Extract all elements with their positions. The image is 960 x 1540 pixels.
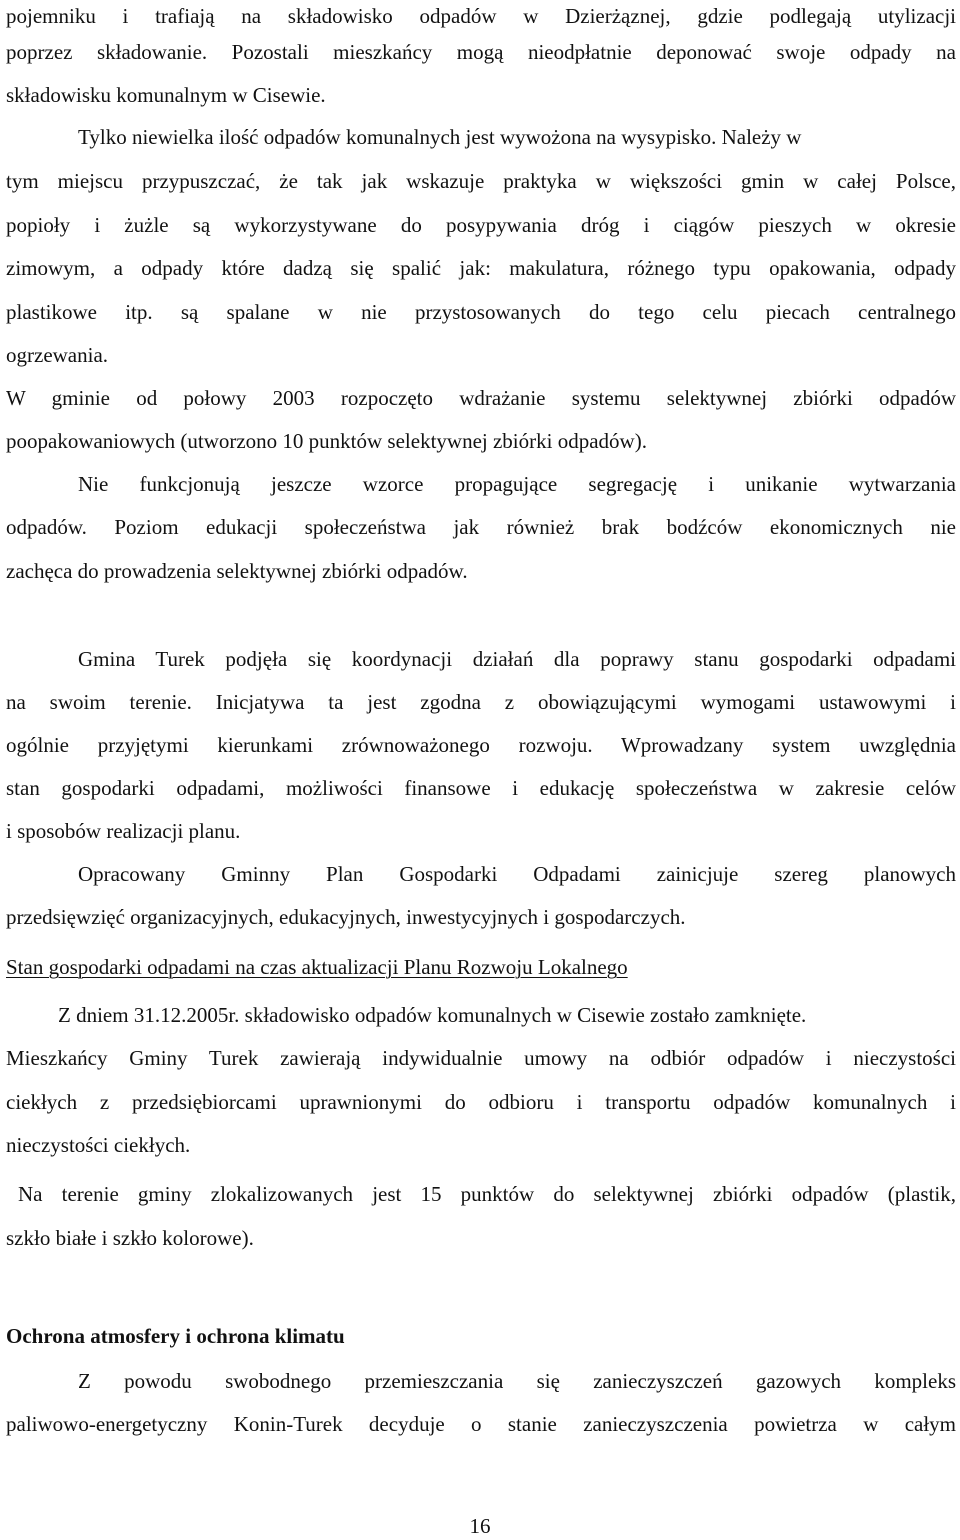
- section-heading: Stan gospodarki odpadami na czas aktualizacji Planu Rozwoju Lokalnego: [6, 955, 628, 979]
- paragraph-line: popioły i żużle są wykorzystywane do posypywania dróg i ciągów pieszych w okresie: [6, 213, 956, 237]
- paragraph-line: Tylko niewielka ilość odpadów komunalnych jest wywożona na wysypisko. Należy w: [78, 125, 802, 149]
- paragraph-line: przedsięwzięć organizacyjnych, edukacyjnych, inwestycyjnych i gospodarczych.: [6, 905, 686, 929]
- paragraph-line: nieczystości ciekłych.: [6, 1133, 191, 1157]
- paragraph-line: zimowym, a odpady które dadzą się spalić jak: makulatura, różnego typu opakowania, odpady: [6, 256, 956, 280]
- paragraph-line: ciekłych z przedsiębiorcami uprawnionymi do odbioru i transportu odpadów komunalnych i: [6, 1090, 956, 1114]
- paragraph-line: poprzez składowanie. Pozostali mieszkańcy mogą nieodpłatnie deponować swoje odpady na: [6, 40, 956, 64]
- paragraph-line: pojemniku i trafiają na składowisko odpadów w Dzierżąznej, gdzie podlegają utylizacji: [6, 4, 956, 28]
- paragraph-line: Z dniem 31.12.2005r. składowisko odpadów komunalnych w Cisewie zostało zamknięte.: [58, 1003, 807, 1027]
- paragraph-line: tym miejscu przypuszczać, że tak jak wskazuje praktyka w większości gmin w całej Polsce,: [6, 169, 956, 193]
- paragraph-line: Na terenie gminy zlokalizowanych jest 15 punktów do selektywnej zbiórki odpadów (plastik,: [18, 1182, 956, 1206]
- paragraph-line: składowisku komunalnym w Cisewie.: [6, 83, 326, 107]
- paragraph-line: ogólnie przyjętymi kierunkami zrównoważonego rozwoju. Wprowadzany system uwzględnia: [6, 733, 956, 757]
- paragraph-line: ogrzewania.: [6, 343, 109, 367]
- paragraph-line: poopakowaniowych (utworzono 10 punktów selektywnej zbiórki odpadów).: [6, 429, 647, 453]
- paragraph-line: Mieszkańcy Gminy Turek zawierają indywidualnie umowy na odbiór odpadów i nieczystości: [6, 1046, 956, 1070]
- paragraph-line: W gminie od połowy 2003 rozpoczęto wdrażanie systemu selektywnej zbiórki odpadów: [6, 386, 956, 410]
- paragraph-line: plastikowe itp. są spalane w nie przystosowanych do tego celu piecach centralnego: [6, 300, 956, 324]
- paragraph-line: i sposobów realizacji planu.: [6, 819, 241, 843]
- paragraph-line: Z powodu swobodnego przemieszczania się zanieczyszczeń gazowych kompleks: [78, 1369, 956, 1393]
- paragraph-line: zachęca do prowadzenia selektywnej zbiórki odpadów.: [6, 559, 468, 583]
- paragraph-line: paliwowo-energetyczny Konin-Turek decyduje o stanie zanieczyszczenia powietrza w całym: [6, 1412, 956, 1436]
- section-heading: Ochrona atmosfery i ochrona klimatu: [6, 1324, 345, 1348]
- paragraph-line: odpadów. Poziom edukacji społeczeństwa jak również brak bodźców ekonomicznych nie: [6, 515, 956, 539]
- paragraph-line: Opracowany Gminny Plan Gospodarki Odpadami zainicjuje szereg planowych: [78, 862, 956, 886]
- paragraph-line: Nie funkcjonują jeszcze wzorce propagujące segregację i unikanie wytwarzania: [78, 472, 956, 496]
- paragraph-line: Gmina Turek podjęła się koordynacji działań dla poprawy stanu gospodarki odpadami: [78, 647, 956, 671]
- paragraph-line: szkło białe i szkło kolorowe).: [6, 1226, 254, 1250]
- paragraph-line: na swoim terenie. Inicjatywa ta jest zgodna z obowiązującymi wymogami ustawowymi i: [6, 690, 956, 714]
- paragraph-line: stan gospodarki odpadami, możliwości finansowe i edukację społeczeństwa w zakresie celów: [6, 776, 956, 800]
- page-number: 16: [469, 1514, 491, 1538]
